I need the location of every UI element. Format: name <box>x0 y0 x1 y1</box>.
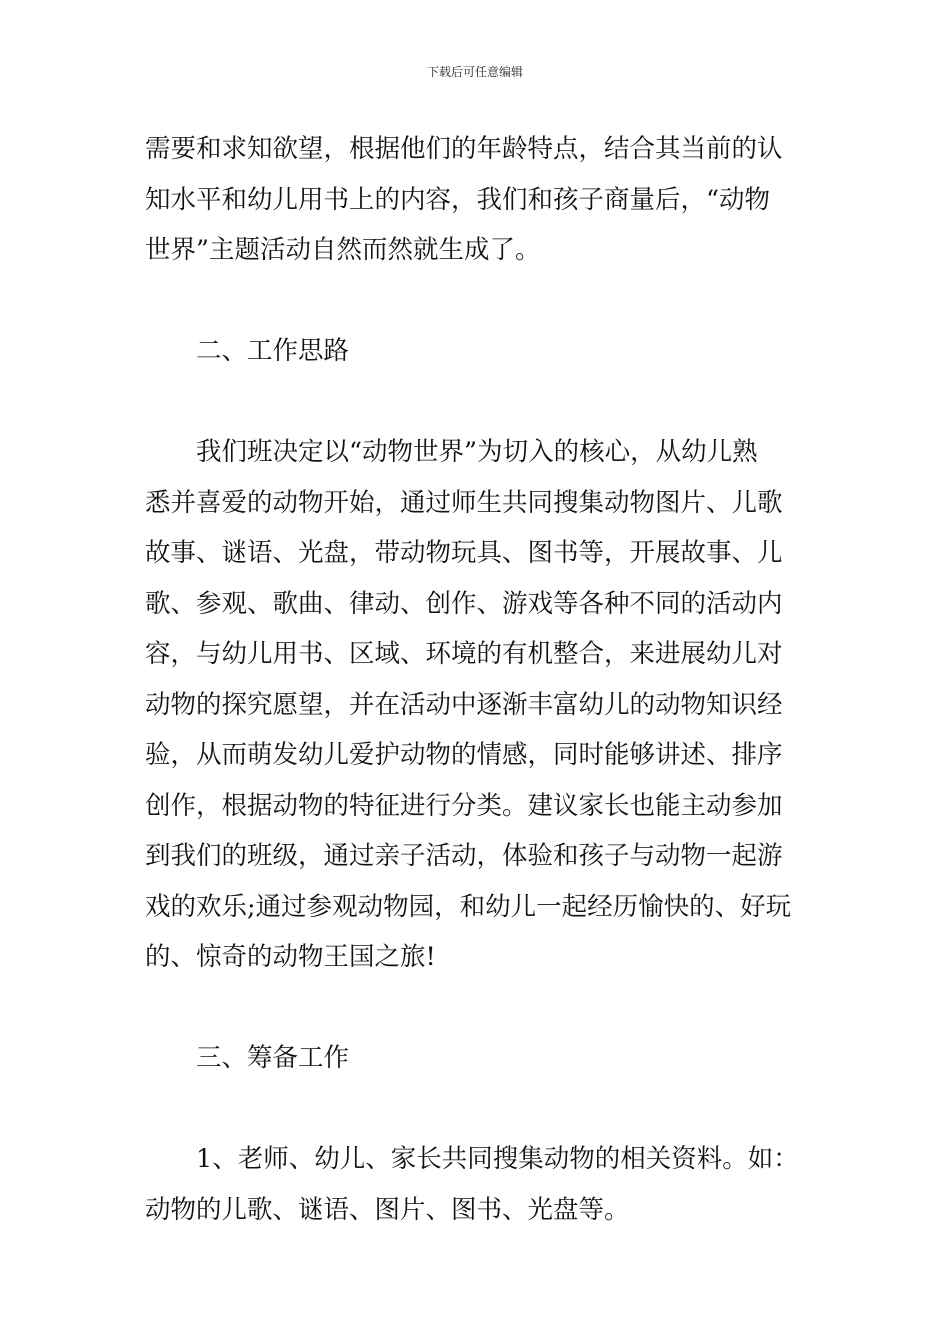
text-line: 到我们的班级，通过亲子活动，体验和孩子与动物一起游 <box>145 841 783 871</box>
page-header: 下载后可任意编辑 <box>426 65 523 79</box>
text-line: 歌、参观、歌曲、律动、创作、游戏等各种不同的活动内 <box>145 588 783 619</box>
text-line: 知水平和幼儿用书上的内容，我们和孩子商量后，“动物 <box>145 184 771 215</box>
text-line: 悉并喜爱的动物开始，通过师生共同搜集动物图片、儿歌 <box>145 487 783 518</box>
paragraph-gap <box>145 377 807 428</box>
paragraph-gap <box>145 276 807 327</box>
text-line: 我们班决定以“动物世界”为切入的核心，从幼儿熟 <box>196 437 758 467</box>
text-line: 动物的儿歌、谜语、图片、图书、光盘等。 <box>145 1194 630 1225</box>
text-line: 的、惊奇的动物王国之旅! <box>145 942 436 972</box>
section-heading-work-approach: 二、工作思路 <box>196 336 350 366</box>
section-heading-preparation: 三、筹备工作 <box>196 1043 350 1073</box>
text-line: 容，与幼儿用书、区域、环境的有机整合，来进展幼儿对 <box>145 639 783 669</box>
text-line: 需要和求知欲望，根据他们的年龄特点，结合其当前的认 <box>145 134 783 164</box>
document-body <box>145 124 807 1235</box>
text-line: 创作，根据动物的特征进行分类。建议家长也能主动参加 <box>145 790 783 821</box>
paragraph-work-approach <box>145 427 807 983</box>
paragraph-gap <box>145 983 807 1034</box>
paragraph-gap <box>145 1084 807 1135</box>
paragraph-intro-continuation <box>145 124 807 276</box>
text-line: 验，从而萌发幼儿爱护动物的情感，同时能够讲述、排序 <box>145 740 783 770</box>
text-line: 动物的探究愿望，并在活动中逐渐丰富幼儿的动物知识经 <box>145 689 783 720</box>
text-line: 故事、谜语、光盘，带动物玩具、图书等，开展故事、儿 <box>145 538 783 568</box>
text-line: 戏的欢乐;通过参观动物园，和幼儿一起经历愉快的、好玩 <box>145 891 792 922</box>
paragraph-preparation-item-1 <box>145 1134 807 1235</box>
text-line: 1、老师、幼儿、家长共同搜集动物的相关资料。如： <box>196 1144 799 1174</box>
text-line: 世界”主题活动自然而然就生成了。 <box>145 235 541 265</box>
